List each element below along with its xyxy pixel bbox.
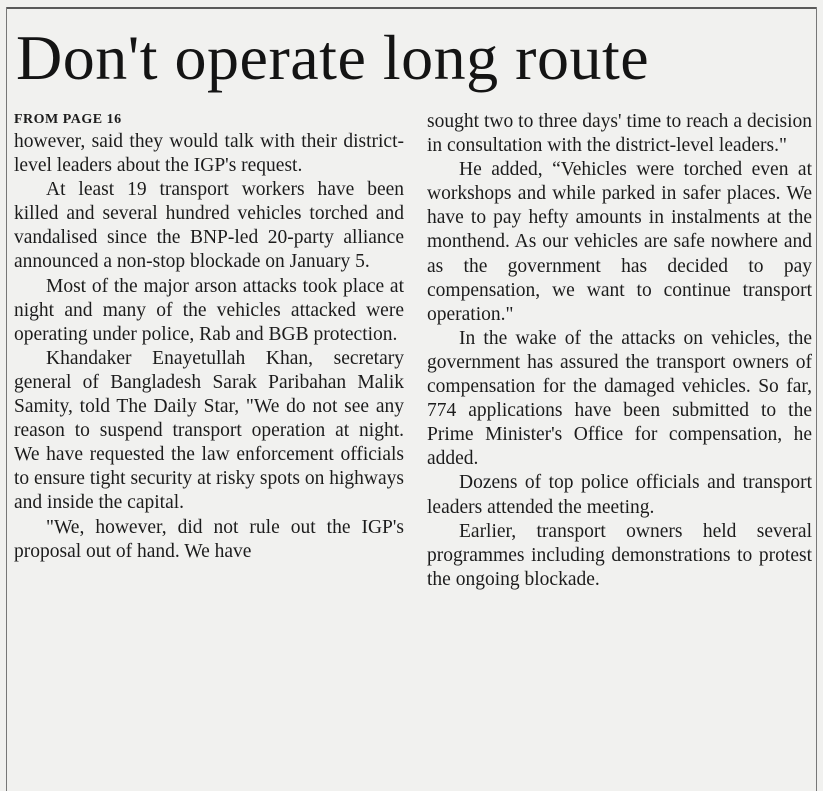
left-border — [6, 7, 7, 791]
right-column — [427, 110, 812, 592]
continued-from-label: FROM PAGE 16 — [14, 112, 122, 127]
left-column — [14, 110, 404, 564]
paragraph: At least 19 transport workers have been killed and several hundred vehicles torched and vandalised since the BNP-led 20-party alliance announced a non-stop blockade on January 5. — [14, 179, 404, 273]
headline: Don't operate long route — [16, 22, 650, 93]
top-rule — [6, 7, 817, 9]
paragraph: Khandaker Enayetullah Khan, secretary general of Bangladesh Sarak Paribahan Malik Samity, told The Daily Star, "We do not see any reason to suspend transport operation at night. We have requested the law enforcement officials to ensure tight security at risky spots on highways and inside the capital. — [14, 347, 404, 514]
paragraph: Dozens of top police officials and transport leaders attended the meeting. — [427, 472, 812, 518]
paragraph: "We, however, did not rule out the IGP's proposal out of hand. We have — [14, 516, 404, 562]
paragraph: however, said they would talk with their district-level leaders about the IGP's request. — [14, 131, 404, 177]
paragraph: sought two to three days' time to reach a decision in consultation with the district-level leaders." — [427, 111, 812, 157]
paragraph: He added, “Vehicles were torched even at workshops and while parked in safer places. We have to pay hefty amounts in instalments at the monthend. As our vehicles are safe nowhere and as the government has decided to pay compensation, we want to continue transport operation." — [427, 159, 812, 325]
paragraph: In the wake of the attacks on vehicles, the government has assured the transport owners of compensation for the damaged vehicles. So far, 774 applications have been submitted to the Prime Minister's Office for compensation, he added. — [427, 327, 812, 470]
right-border — [816, 7, 817, 791]
paragraph: Most of the major arson attacks took place at night and many of the vehicles attacked were operating under police, Rab and BGB protection. — [14, 275, 404, 345]
paragraph: Earlier, transport owners held several programmes including demonstrations to protest the ongoing blockade. — [427, 520, 812, 590]
